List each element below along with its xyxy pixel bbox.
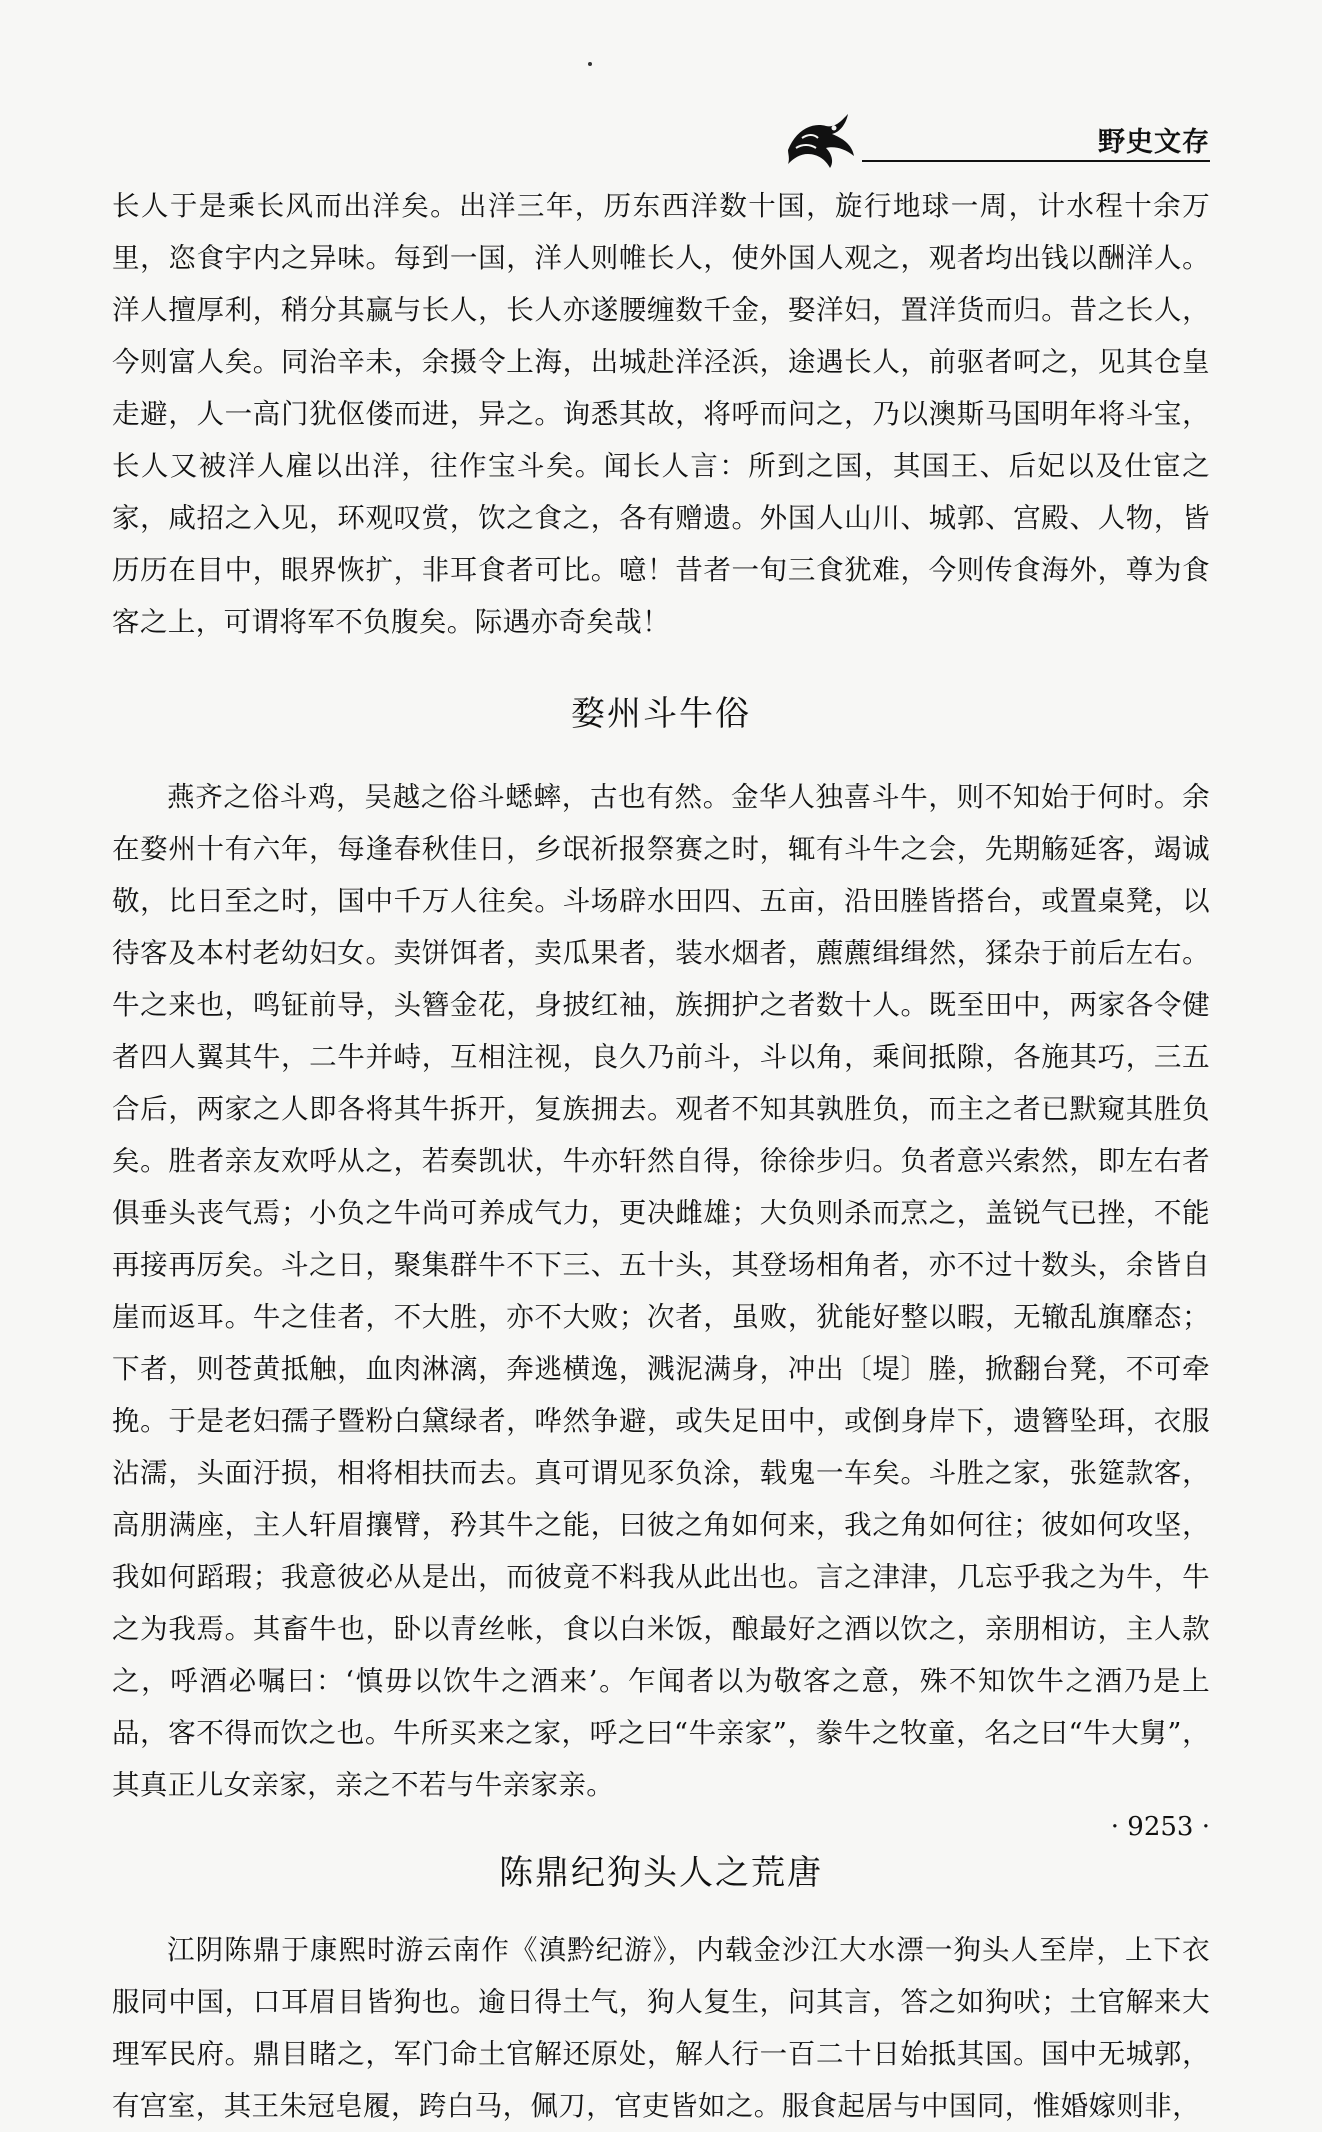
- section-body-douniu: 燕齐之俗斗鸡，吴越之俗斗蟋蟀，古也有然。金华人独喜斗牛，则不知始于何时。余在婺州十有六年，每逢春秋佳日，乡氓祈报祭赛之时，辄有斗牛之会，先期觞延客，竭诚敬，比日至之时，国中千万人往矣。斗场辟水田四、五亩，沿田塍皆搭台，或置桌凳，以待客及本村老幼妇女。卖饼饵者，卖瓜果者，装水烟者，藨藨缉缉然，猱杂于前后左右。牛之来也，鸣钲前导，头簪金花，身披红袖，族拥护之者数十人。既至田中，两家各令健者四人翼其牛，二牛并峙，互相注视，良久乃前斗，斗以角，乘间抵隙，各施其巧，三五合后，两家之人即各将其牛拆开，复族拥去。观者不知其孰胜负，而主之者已默窥其胜负矣。胜者亲友欢呼从之，若奏凯状，牛亦轩然自得，徐徐步归。负者意兴索然，即左右者俱垂头丧气焉；小负之牛尚可养成气力，更决雌雄；大负则杀而烹之，盖锐气已挫，不能再接再厉矣。斗之日，聚集群牛不下三、五十头，其登场相角者，亦不过十数头，余皆自崖而返耳。牛之佳者，不大胜，亦不大败；次者，虽败，犹能好整以暇，无辙乱旗靡态；下者，则苍黄抵触，血肉淋漓，奔逃横逸，溅泥满身，冲出〔堤〕塍，掀翻台凳，不可牵挽。于是老妇孺子暨粉白黛绿者，哗然争避，或失足田中，或倒身岸下，遗簪坠珥，衣服沾濡，头面汙损，相将相扶而去。真可谓见豕负涂，载鬼一车矣。斗胜之家，张筵款客，高朋满座，主人轩眉攘臂，矜其牛之能，曰彼之角如何来，我之角如何往；彼如何攻坚，我如何蹈瑕；我意彼必从是出，而彼竟不料我从此出也。言之津津，几忘乎我之为牛，牛之为我焉。其畜牛也，卧以青丝帐，食以白米饭，酿最好之酒以饮之，亲朋相访，主人款之，呼酒必嘱曰：‘慎毋以饮牛之酒来’。乍闻者以为敬客之意，殊不知饮牛之酒乃是上品，客不得而饮之也。牛所买来之家，呼之曰“牛亲家”，豢牛之牧童，名之曰“牛大舅”，其真正儿女亲家，亲之不若与牛亲家亲。: [112, 781, 1210, 1801]
- dragon-emblem-icon: [782, 108, 858, 170]
- running-header-title: 野史文存: [1098, 127, 1210, 158]
- section-body-goutouren: 江阴陈鼎于康熙时游云南作《滇黔纪游》，内载金沙江大水漂一狗头人至岸，上下衣服同中国，口耳眉目皆狗也。逾日得土气，狗人复生，问其言，答之如狗吠；土官解来大理军民府。鼎目睹之，军门命土官解还原处，解人行一百二十日始抵其国。国中无城郭，有宫室，其王朱冠皂履，跨白马，佩刀，官吏皆如之。服食起居与中国同，惟婚嫁则非，: [112, 1934, 1210, 2122]
- page-content: [112, 180, 1210, 2132]
- header-rule: [862, 160, 1210, 162]
- page-header: [0, 0, 1322, 170]
- section-title-douniu: 婺州斗牛俗: [571, 694, 751, 734]
- header-dot: [588, 62, 592, 66]
- section-title-goutouren: 陈鼎纪狗头人之荒唐: [499, 1853, 823, 1893]
- continued-paragraph: 长人于是乘长风而出洋矣。出洋三年，历东西洋数十国，旋行地球一周，计水程十余万里，恣食宇内之异味。每到一国，洋人则帷长人，使外国人观之，观者均出钱以酬洋人。洋人擅厚利，稍分其赢与长人，长人亦遂腰缠数千金，娶洋妇，置洋货而归。昔之长人，今则富人矣。同治辛未，余摄令上海，出城赴洋泾浜，途遇长人，前驱者呵之，见其仓皇走避，人一高门犹伛偻而进，异之。询悉其故，将呼而问之，乃以澳斯马国明年将斗宝，长人又被洋人雇以出洋，往作宝斗矣。闻长人言：所到之国，其国王、后妃以及仕宦之家，咸招之入见，环观叹赏，饮之食之，各有赠遗。外国人山川、城郭、宫殿、人物，皆历历在目中，眼界恢扩，非耳食者可比。噫！昔者一旬三食犹难，今则传食海外，尊为食客之上，可谓将军不负腹矣。际遇亦奇矣哉！: [112, 190, 1210, 638]
- page-number: · 9253 ·: [1110, 1812, 1210, 1842]
